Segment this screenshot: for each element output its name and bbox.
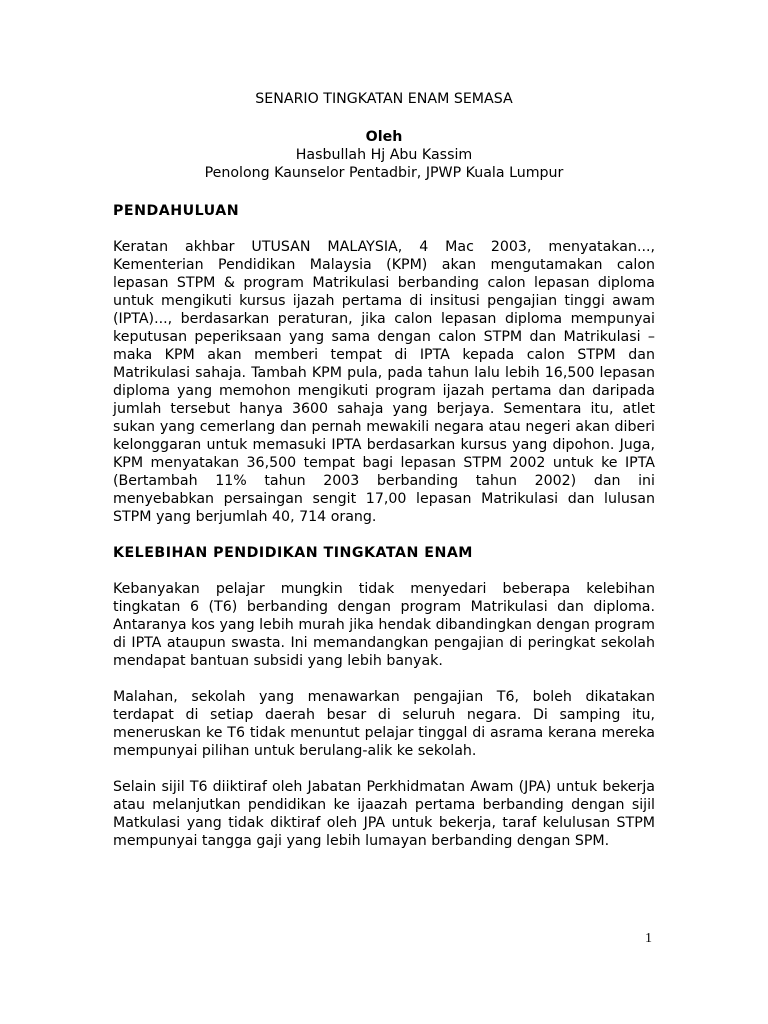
byline xyxy=(113,128,655,182)
document-title: SENARIO TINGKATAN ENAM SEMASA xyxy=(255,91,513,107)
paragraph: Keratan akhbar UTUSAN MALAYSIA, 4 Mac 2003, menyatakan..., Kementerian Pendidikan Malaysia (KPM) akan mengutamakan calon lepasan STPM & program Matrikulasi berbanding calon lepasan diploma untuk mengikuti kursus ijazah pertama di insitusi pengajian tinggi awam (IPTA)..., berdasarkan peraturan, jika calon lepasan diploma mempunyai keputusan peperiksaan yang sama dengan calon STPM dan Matrikulasi – maka KPM akan memberi tempat di IPTA kepada calon STPM dan Matrikulasi sahaja. Tambah KPM pula, pada tahun lalu lebih 16,500 lepasan diploma yang memohon mengikuti program ijazah pertama dan daripada jumlah tersebut hanya 3600 sahaja yang berjaya. Sementara itu, atlet sukan yang cemerlang dan pernah mewakili negara atau negeri akan diberi kelonggaran untuk memasuki IPTA berdasarkan kursus yang dipohon. Juga, KPM menyatakan 36,500 tempat bagi lepasan STPM 2002 untuk ke IPTA (Bertambah 11% tahun 2003 berbanding tahun 2002) dan ini menyebabkan persaingan sengit 17,00 lepasan Matrikulasi dan lulusan STPM yang berjumlah 40, 714 orang. xyxy=(113,239,655,525)
byline-oleh: Oleh xyxy=(365,129,403,145)
section-heading-pendahuluan: PENDAHULUAN xyxy=(113,203,240,219)
byline-author: Hasbullah Hj Abu Kassim xyxy=(295,147,473,163)
byline-position: Penolong Kaunselor Pentadbir, JPWP Kuala Lumpur xyxy=(204,165,564,181)
page-number: 1 xyxy=(645,931,652,946)
paragraph: Kebanyakan pelajar mungkin tidak menyedari beberapa kelebihan tingkatan 6 (T6) berbanding dengan program Matrikulasi dan diploma. Antaranya kos yang lebih murah jika hendak dibandingkan dengan program di IPTA ataupun swasta. Ini memandangkan pengajian di peringkat sekolah mendapat bantuan subsidi yang lebih banyak. xyxy=(113,581,655,669)
paragraph: Malahan, sekolah yang menawarkan pengajian T6, boleh dikatakan terdapat di setiap daerah besar di seluruh negara. Di samping itu, meneruskan ke T6 tidak menuntut pelajar tinggal di asrama kerana mereka mempunyai pilihan untuk berulang-alik ke sekolah. xyxy=(113,689,655,759)
document-page xyxy=(113,89,655,850)
section-heading-kelebihan: KELEBIHAN PENDIDIKAN TINGKATAN ENAM xyxy=(113,545,473,561)
paragraph: Selain sijil T6 diiktiraf oleh Jabatan Perkhidmatan Awam (JPA) untuk bekerja atau melanjutkan pendidikan ke ijaazah pertama berbanding dengan sijil Matkulasi yang tidak diktiraf oleh JPA untuk bekerja, taraf kelulusan STPM mempunyai tangga gaji yang lebih lumayan berbanding dengan SPM. xyxy=(113,779,655,849)
